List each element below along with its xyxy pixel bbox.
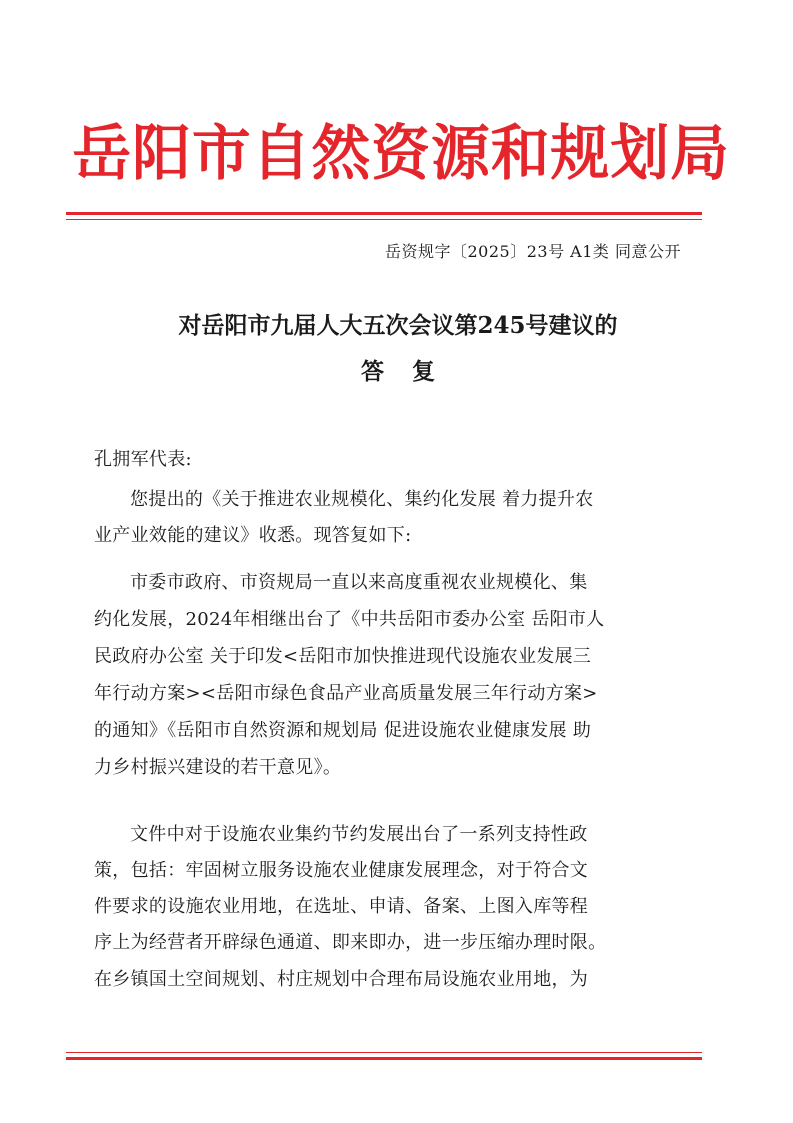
paragraph-3-line: 件要求的设施农业用地，在选址、申请、备案、上图入库等程 bbox=[94, 896, 589, 917]
paragraph-2-line: 年行动方案><岳阳市绿色食品产业高质量发展三年行动方案> bbox=[94, 683, 598, 704]
paragraph-2-line: 民政府办公室 关于印发<岳阳市加快推进现代设施农业发展三 bbox=[94, 646, 592, 667]
paragraph-3-line: 文件中对于设施农业集约节约发展出台了一系列支持性政 bbox=[130, 824, 588, 845]
paragraph-2-line: 市委市政府、市资规局一直以来高度重视农业规模化、集 bbox=[130, 572, 588, 593]
footer-rule-thin bbox=[66, 1052, 702, 1053]
paragraph-2-line: 力乡村振兴建设的若干意见》。 bbox=[94, 757, 342, 778]
salutation: 孔拥军代表: bbox=[94, 449, 192, 470]
document-title-line-2: 答复 bbox=[361, 358, 463, 385]
paragraph-1-line: 业产业效能的建议》收悉。现答复如下: bbox=[94, 525, 412, 546]
paragraph-1-line: 您提出的《关于推进农业规模化、集约化发展 着力提升农 bbox=[130, 489, 594, 510]
document-number: 岳资规字〔2025〕23号 A1类 同意公开 bbox=[385, 242, 681, 261]
footer-rule-thick bbox=[66, 1057, 702, 1060]
paragraph-3-line: 序上为经营者开辟绿色通道、即来即办，进一步压缩办理时限。 bbox=[94, 932, 607, 953]
paragraph-2-line: 约化发展，2024年相继出台了《中共岳阳市委办公室 岳阳市人 bbox=[94, 609, 605, 630]
agency-letterhead: 岳阳市自然资源和规划局 bbox=[72, 119, 730, 189]
document-title-line-1: 对岳阳市九届人大五次会议第245号建议的 bbox=[178, 312, 618, 339]
paragraph-3-line: 在乡镇国土空间规划、村庄规划中合理布局设施农业用地，为 bbox=[94, 969, 589, 990]
paragraph-2-line: 的通知》《岳阳市自然资源和规划局 促进设施农业健康发展 助 bbox=[94, 720, 592, 741]
letterhead-rule-thin bbox=[66, 219, 702, 220]
letterhead-rule-thick bbox=[66, 212, 702, 215]
paragraph-3-line: 策，包括：牢固树立服务设施农业健康发展理念，对于符合文 bbox=[94, 860, 589, 881]
